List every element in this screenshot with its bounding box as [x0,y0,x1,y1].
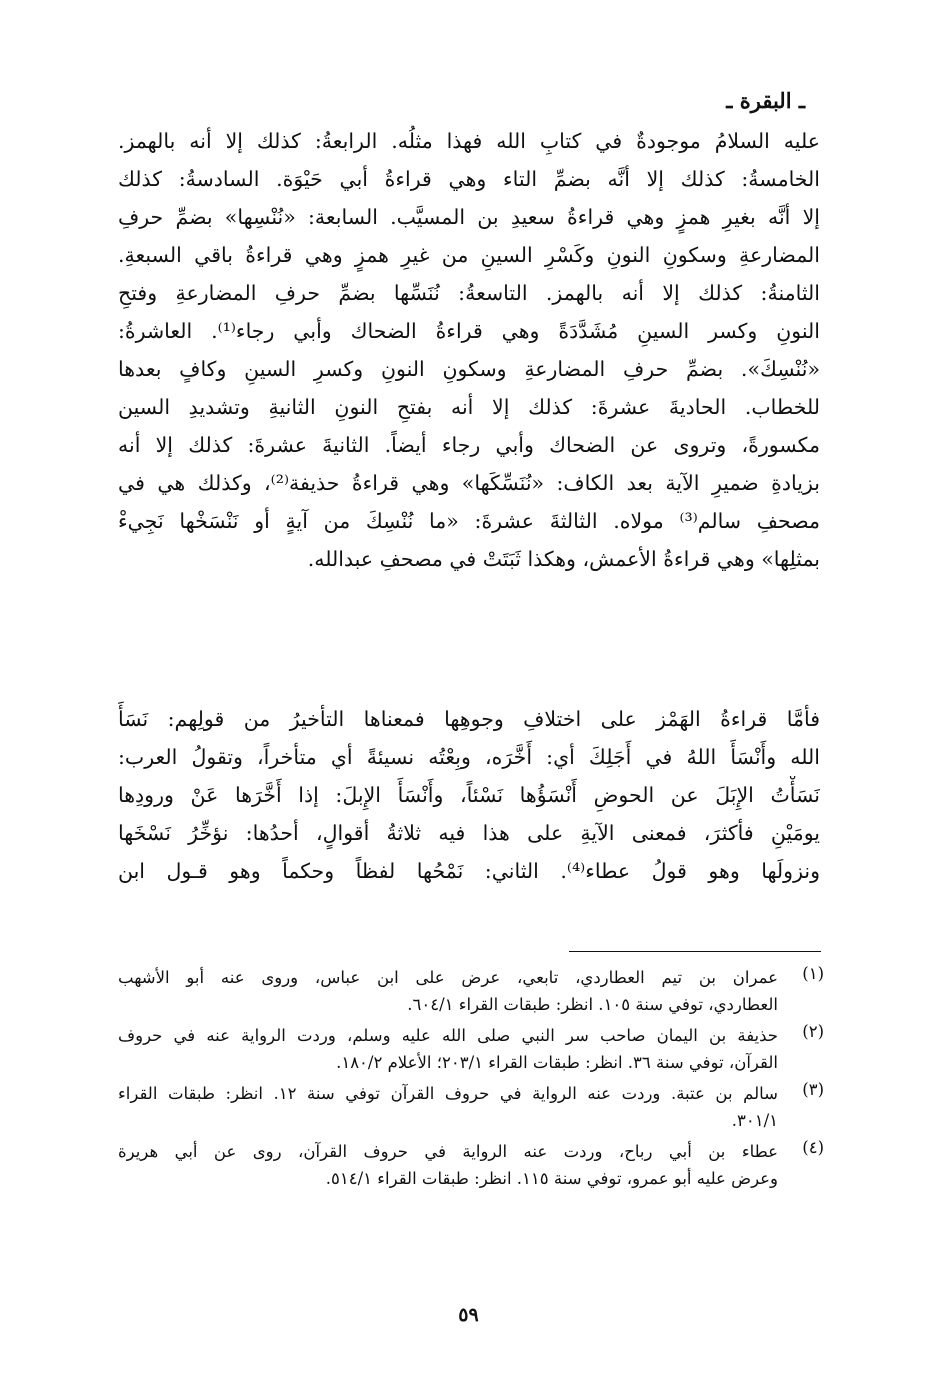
footnote-line: سالم بن عتبة. وردت عنه الرواية في حروف القرآن توفي سنة ١٢. انظر: طبقات القراء [118,1084,778,1103]
paragraph-1 [118,122,820,578]
text-line: الخامسةُ: كذلك إلا أنَّه بضمِّ التاء وهي قراءةُ أبي حَيْوَة. السادسةُ: كذلك [118,167,820,191]
text-line: عليه السلامُ موجودةٌ في كتابِ الله فهذا مثلُه. الرابعةُ: كذلك إلا أنه بالهمز. [118,129,820,153]
footnote-line: حذيفة بن اليمان صاحب سر النبي صلى الله عليه وسلم، وردت الرواية عنه في حروف [118,1026,778,1045]
footnotes [118,964,824,1196]
text-line: ونزولَها وهو قولُ عطاء⁽⁴⁾. الثاني: نَمْحُها لفظاً وحكماً وهو قـول ابن [118,859,820,883]
text-line: فأمَّا قراءةُ الهَمْز على اختلافِ وجوهِها فمعناها التأخيرُ من قولِهم: نَسَأَ [118,707,820,731]
footnote-line: وعرض عليه أبو عمرو، توفي سنة ١١٥. انظر: طبقات القراء ٥١٤/١. [325,1169,778,1188]
footnote [118,964,824,1018]
footnote-number: (١) [802,964,824,983]
running-header: ـ البقرة ـ [726,88,805,113]
text-line: النونِ وكسر السينِ مُشَدَّدَةً وهي قراءةُ الضحاك وأبي رجاء⁽¹⁾. العاشرةُ: [118,319,820,343]
footnote-line: ٣٠١/١. [731,1111,778,1130]
text-line: «نُنْسِكَ». بضمِّ حرفِ المضارعةِ وسكونِ النونِ وكسرِ السينِ وكافٍ بعدها [118,357,820,381]
text-line: بمثلِها» وهي قراءةُ الأعمش، وهكذا ثَبَتَتْ في مصحفِ عبدالله. [307,547,820,571]
footnote-line: العطاردي، توفي سنة ١٠٥. انظر: طبقات القراء ٦٠٤/١. [407,995,778,1014]
text-line: للخطاب. الحاديةَ عشرةَ: كذلك إلا أنه بفتحِ النونِ الثانيةِ وتشديدِ السين [118,395,820,419]
text-line: يومَيْنِ فأكثرَ، فمعنى الآيةِ على هذا فيه ثلاثةُ أقوالٍ، أحدُها: نؤخِّرُ نَسْخَها [118,821,820,845]
text-line: المضارعةِ وسكونِ النونِ وكَسْرِ السينِ من غيرِ همزٍ وهي قراءةُ باقي السبعةِ. [118,243,820,267]
footnote [118,1080,824,1134]
footnote-text [118,1080,778,1134]
paragraph-2 [118,700,820,890]
text-line: الله وأَنْسَأَ اللهُ في أَجَلِكَ أي: أَخَّرَه، وبِعْتُه نسيئةً أي متأخراً، وتقولُ العرب: [118,745,820,769]
footnote-line: القرآن، توفي سنة ٣٦. انظر: طبقات القراء ٢٠٣/١؛ الأعلام ١٨٠/٢. [336,1053,778,1072]
footnote-separator [569,951,821,952]
footnote [118,1022,824,1076]
footnote-text [118,964,778,1018]
footnote-text [118,1138,778,1192]
text-line: الثامنةُ: كذلك إلا أنه بالهمز. التاسعةُ: نُنَسِّها بضمِّ حرفِ المضارعةِ وفتحِ [118,281,820,305]
footnote-number: (٤) [802,1138,824,1157]
text-line: مصحفِ سالم⁽³⁾ مولاه. الثالثةَ عشرةَ: «ما نُنْسِكَ من آيةٍ أو نَنْسَخْها نَجِيءْ [118,509,820,533]
footnote-line: عمران بن تيم العطاردي، تابعي، عرض على ابن عباس، وروى عنه أبو الأشهب [118,968,778,987]
text-line: مكسورةً، وتروى عن الضحاك وأبي رجاء أيضاً. الثانيةَ عشرةَ: كذلك إلا أنه [118,433,820,457]
text-line: بزيادةِ ضميرِ الآية بعد الكاف: «نُنَسِّكَها» وهي قراءةُ حذيفة⁽²⁾، وكذلك هي في [118,471,820,495]
footnote [118,1138,824,1192]
text-line: نَسَأْتُ الإِبَلَ عن الحوضِ أَنْسَؤُها نَسْئاً، وأَنْسَأَ الإِبلَ: إذا أَخَّرَها عَنْ ورودِها [118,783,820,807]
footnote-line: عطاء بن أبي رباح، وردت عنه الرواية في حروف القرآن، روى عن أبي هريرة [118,1142,778,1161]
footnote-text [118,1022,778,1076]
page-number: ٥٩ [458,1304,479,1326]
footnote-number: (٢) [802,1022,824,1041]
footnote-number: (٣) [802,1080,824,1099]
text-line: إلا أنَّه بغيرِ همزٍ وهي قراءةُ سعيدِ بن المسيَّب. السابعة: «نُنْسِها» بضمِّ حرفِ [118,205,820,229]
